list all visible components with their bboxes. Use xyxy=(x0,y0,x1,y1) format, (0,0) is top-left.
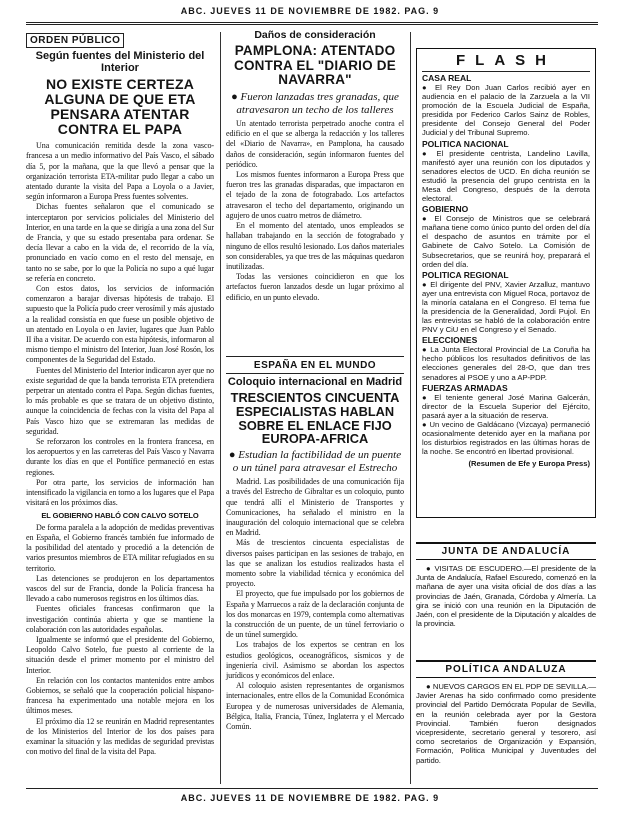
paragraph: En relación con los contactos mantenidos entre ambos Gobiernos, se señaló que la cooperación policial hispano-francesa ha experimentado una notable mejora en los últimos meses. xyxy=(26,675,214,716)
paragraph: El próximo día 12 se reunirán en Madrid representantes de los Ministerios del Interior de los dos países para examinar la situación y las medidas de seguridad previstas con motivo del final de la visita del Papa. xyxy=(26,716,214,757)
article-body xyxy=(416,564,596,628)
section-label: JUNTA DE ANDALUCÍA xyxy=(416,542,596,560)
flash-item: ● El dirigente del PNV, Xavier Arzalluz, mantuvo ayer una entrevista con Miguel Roca, portavoz de la minoría catalana en el Congreso. El tema fue la presidencia de la Generalidad, Jordi Pujol. En las entrevistas se habló de la colaboración entre PNV y CiU en el Congreso y el Senado. xyxy=(422,279,590,335)
bullet-icon: ● xyxy=(231,91,241,104)
article-headline: TRESCIENTOS CINCUENTA ESPECIALISTAS HABLAN SOBRE EL ENLACE FIJO EUROPA-AFRICA xyxy=(230,389,400,447)
column-divider xyxy=(220,32,221,784)
paragraph: Una comunicación remitida desde la zona vasco-francesa a un medio informativo del País Vasco, el sábado día 5, por la mañana, que la que llevó a pensar que la organización terrorista ETA-militar pudo llegar a cabo un atentado durante la visita del Papa a Loyola o a Javier, según informaron a Europa Press fuentes solventes. xyxy=(26,141,214,202)
page-footer: ABC. JUEVES 11 DE NOVIEMBRE DE 1982. PAG. 9 xyxy=(180,793,440,803)
paragraph: Al coloquio asisten representantes de organismos internacionales, entre ellos de la Comunidad Económica Europea y de numerosas universidades de Alemania, Bélgica, Italia, Francia, Túnez, Inglaterra y el Mercado Común. xyxy=(226,681,404,731)
bullet-icon: ● xyxy=(422,419,430,429)
article-headline: NO EXISTE CERTEZA ALGUNA DE QUE ETA PENSARA ATENTAR CONTRA EL PAPA xyxy=(44,75,196,138)
politica-andaluza-article xyxy=(416,660,596,765)
article-body xyxy=(226,477,404,732)
paragraph: Dichas fuentes señalaron que el comunicado se interceptaron por servicios policiales del Ministerio del Interior, en una tarde en la que se dirigía a una zona del Sur de Francia, y que su estado presentaba para ordenar. Se decía llevar a cabo en la vida de, el recorrido de la vía, pronunciado en vacío como en el resto del mensaje, en tanto no se sabe, por lo que la Policía no supo a qué lugar se refería en concreto. xyxy=(26,202,214,283)
paragraph: Madrid. Las posibilidades de una comunicación fija a través del Estrecho de Gibraltar es un coloquio, punto que tendrá allí el Ministerio de Transportes y Comunicaciones, ha señalado el ministro en la inauguración del coloquio internacional que se celebra en Madrid. xyxy=(226,477,404,538)
article-kicker: Daños de consideración xyxy=(254,29,376,41)
article-body xyxy=(416,682,596,765)
junta-andalucia-article xyxy=(416,542,596,628)
paragraph: ● VISITAS DE ESCUDERO.—El presidente de la Junta de Andalucía, Rafael Escuredo, comenzó en la mañana de ayer una visita oficial de dos días a las provincias de Jaén, Granada, Córdoba y Almería. La gira se inició con una reunión en la Diputación de Jaén, con el presidente de la Diputación y alcaldes de la provincia. xyxy=(416,564,596,629)
header-rule-2 xyxy=(26,24,598,25)
bullet-icon: ● xyxy=(422,83,435,92)
article-body xyxy=(226,119,404,303)
paragraph: Con estos datos, los servicios de información comenzaron a barajar diversas hipótesis de trabajo. El supuesto que la Policía pudo creer verosímil y más ajustado a la realidad consistía en que fuese un posible objetivo de un atentado en Loyola o en Javier, lugares que Juan Pablo II iba a visitar. De acuerdo con esta hipótesis, informaron al mismo tiempo el ministro del Interior, Juan José Rosón, los componentes de la Seguridad del Estado. xyxy=(26,284,214,365)
paragraph: Igualmente se informó que el presidente del Gobierno, Leopoldo Calvo Sotelo, fue puesto al corriente de la situación desde el primer momento por el ministro del Interior. xyxy=(26,634,214,675)
paragraph: Más de trescientos cincuenta especialistas de diversos países participan en las sesiones de trabajo, en las que se analizan los estudios realizados hasta el momento sobre la viabilidad técnica y económica del proyecto. xyxy=(226,538,404,589)
page-header: ABC. JUEVES 11 DE NOVIEMBRE DE 1982. PAG. 9 xyxy=(180,6,440,16)
bullet-icon: ● xyxy=(228,449,239,462)
article-body xyxy=(26,141,214,757)
paragraph: Un atentado terrorista perpetrado anoche contra el edificio en el que se alberga la redacción y los talleres del «Diario de Navarra», en Pamplona, ha causado daños de consideración, según informaron fuentes del periódico. xyxy=(226,119,404,169)
paragraph: El proyecto, que fue impulsado por los gobiernos de España y Marruecos a raíz de la declaración conjunta de los dos monarcas en 1979, contempla como alternativas la construcción de un puente, de un túnel ferroviario o de un túnel sumergido. xyxy=(226,589,404,640)
header-rule xyxy=(26,22,598,23)
column-divider xyxy=(410,32,411,784)
espana-mundo-article xyxy=(226,360,404,732)
paragraph: Se reforzaron los controles en la frontera francesa, en los aeropuertos y en las carreteras del País Vasco y Navarra durante los días en que el Pontífice permaneció en estas regiones. xyxy=(26,437,214,477)
flash-item: ● La Junta Electoral Provincial de La Coruña ha hecho públicos los resultados definitivos de las elecciones generales del 28-O, que dan tres senadores al PSOE y uno a AP-PDP. xyxy=(422,345,590,382)
flash-box xyxy=(416,48,596,518)
paragraph: Las detenciones se produjeron en los departamentos vascos del sur de Francia, donde la Policía francesa ha llevado a cabo numerosos registros en los últimos días. xyxy=(26,573,214,604)
bullet-icon: ● xyxy=(426,682,433,691)
flash-title: FLASH xyxy=(422,52,590,72)
flash-item: ● El teniente general José Marina Galcerán, director de la Escuela Superior del Ejército, pasará ayer a la situación de reserva. xyxy=(422,392,590,420)
flash-category: GOBIERNO xyxy=(422,204,469,215)
paragraph: Todas las versiones coincidieron en que los artefactos fueron lanzados desde un lugar próximo al edificio, en un punto elevado. xyxy=(226,272,404,302)
paragraph: En el momento del atentado, unos empleados se hallaban trabajando en la sección de fotograbado y ninguno de ellos resultó lesionado. Los daños materiales son considerables, ya que tres de las máquinas quedaron inutilizadas. xyxy=(226,221,404,271)
section-label: POLÍTICA ANDALUZA xyxy=(416,660,596,678)
footer-rule xyxy=(26,788,598,789)
article-subhead: Según fuentes del Ministerio del Interior xyxy=(35,50,205,74)
inline-caption: EL GOBIERNO HABLÓ CON CALVO SOTELO xyxy=(41,510,199,520)
section-label: ORDEN PÚBLICO xyxy=(26,33,124,48)
paragraph: ● NUEVOS CARGOS EN EL PDP DE SEVILLA.—Javier Arenas ha sido confirmado como presidente provincial del Partido Demócrata Popular de Sevilla, en la reunión celebrada ayer por la Gestora Provincial. También fueron designados vicepresidente, secretario general y tesorero, así como secretarios de Organización y Expansión, Formación, Política Municipal y Juventudes del partido. xyxy=(416,682,596,765)
article-headline: PAMPLONA: ATENTADO CONTRA EL "DIARIO DE NAVARRA" xyxy=(234,43,396,88)
flash-category: POLITICA REGIONAL xyxy=(422,269,509,280)
paragraph: Fuentes oficiales francesas confirmaron que la investigación continúa abierta y que se mantiene la colaboración con las autoridades españolas. xyxy=(26,604,214,634)
bullet-icon: ● xyxy=(422,148,437,158)
flash-category: FUERZAS ARMADAS xyxy=(422,382,508,393)
flash-category: CASA REAL xyxy=(422,73,472,83)
article-lead: ● Fueron lanzadas tres granadas, que atravesaron un techo de los talleres xyxy=(231,91,399,116)
bullet-icon: ● xyxy=(422,279,431,289)
flash-item: ● El Consejo de Ministros que se celebrará mañana tiene como único punto del orden del día el despacho de asuntos en trámite por el Gabinete de Calvo Sotelo. La Comisión de Subsecretarios, que se reunirá hoy, preparará el orden del día. xyxy=(422,214,590,269)
bullet-icon: ● xyxy=(422,345,431,355)
section-label: ESPAÑA EN EL MUNDO xyxy=(226,360,404,374)
paragraph: Los trabajos de los expertos se centran en los estudios geológicos, oceanográficos, sísmicos y de ingeniería civil. Asimismo se abordan los aspectos jurídicos y económicos del enlace. xyxy=(226,640,404,680)
flash-item: ● El presidente centrista, Landelino Lavilla, manifestó ayer una reunión con los diputados y senadores electos de UCD. En dicha reunión se estudió la presencia del grupo centrista en la Mesa del Congreso, después de la derrota electoral. xyxy=(422,148,590,204)
article-lead: ● Estudian la factibilidad de un puente o un túnel para atravesar el Estrecho xyxy=(228,449,402,474)
bullet-icon: ● xyxy=(422,392,435,402)
flash-category: ELECCIONES xyxy=(422,335,478,346)
flash-credit: (Resumen de Efe y Europa Press) xyxy=(468,459,590,469)
orden-publico-article xyxy=(26,30,214,757)
bullet-icon: ● xyxy=(422,214,435,224)
paragraph: De forma paralela a la adopción de medidas preventivas en España, el Gobierno francés también fue informado de la posibilidad del atentado y procedió a la detención de varios presuntos miembros de ETA militar refugiados en su territorio. xyxy=(26,522,214,573)
paragraph: Los mismos fuentes informaron a Europa Press que fueron tres las granadas disparadas, que impactaron en el tejado de la zona de fotograbado. Los artefactos atravesaron el techo del departamento, originando un agujero de unos cuatro metros de diámetro. xyxy=(226,170,404,220)
flash-item: ● El Rey Don Juan Carlos recibió ayer en audiencia en el palacio de la Zarzuela a la VII promoción de la Escuela Judicial de España, presidida por Federico Carlos Sainz de Robles, presidente del Consejo General del Poder Judicial y del Tribunal Supremo. xyxy=(422,83,590,138)
section-rule xyxy=(226,356,404,357)
flash-item: ● Un vecino de Galdácano (Vizcaya) permaneció ocasionalmente detenido ayer en la mañana por los disturbios registrados en las últimas horas de la noche. Se encontró en libertad provisional. xyxy=(422,419,590,457)
paragraph: Fuentes del Ministerio del Interior indicaron ayer que no existe seguridad de que la banda terrorista ETA pretendiera perpetrar un atentado contra el Papa. Según dichas fuentes, lo más probable es que se tratara de un objetivo distinto, aunque la coincidencia de fechas con la visita del Papa al País Vasco hizo que se extremaran las medidas de seguridad. xyxy=(26,365,214,436)
article-subhead: Coloquio internacional en Madrid xyxy=(227,376,403,388)
bullet-icon: ● xyxy=(426,564,435,573)
pamplona-article xyxy=(226,30,404,303)
flash-category: POLITICA NACIONAL xyxy=(422,138,509,149)
paragraph: Por otra parte, los servicios de información han intensificado la vigilancia en torno a los lugares que el Papa visitará en los próximos días. xyxy=(26,477,214,508)
